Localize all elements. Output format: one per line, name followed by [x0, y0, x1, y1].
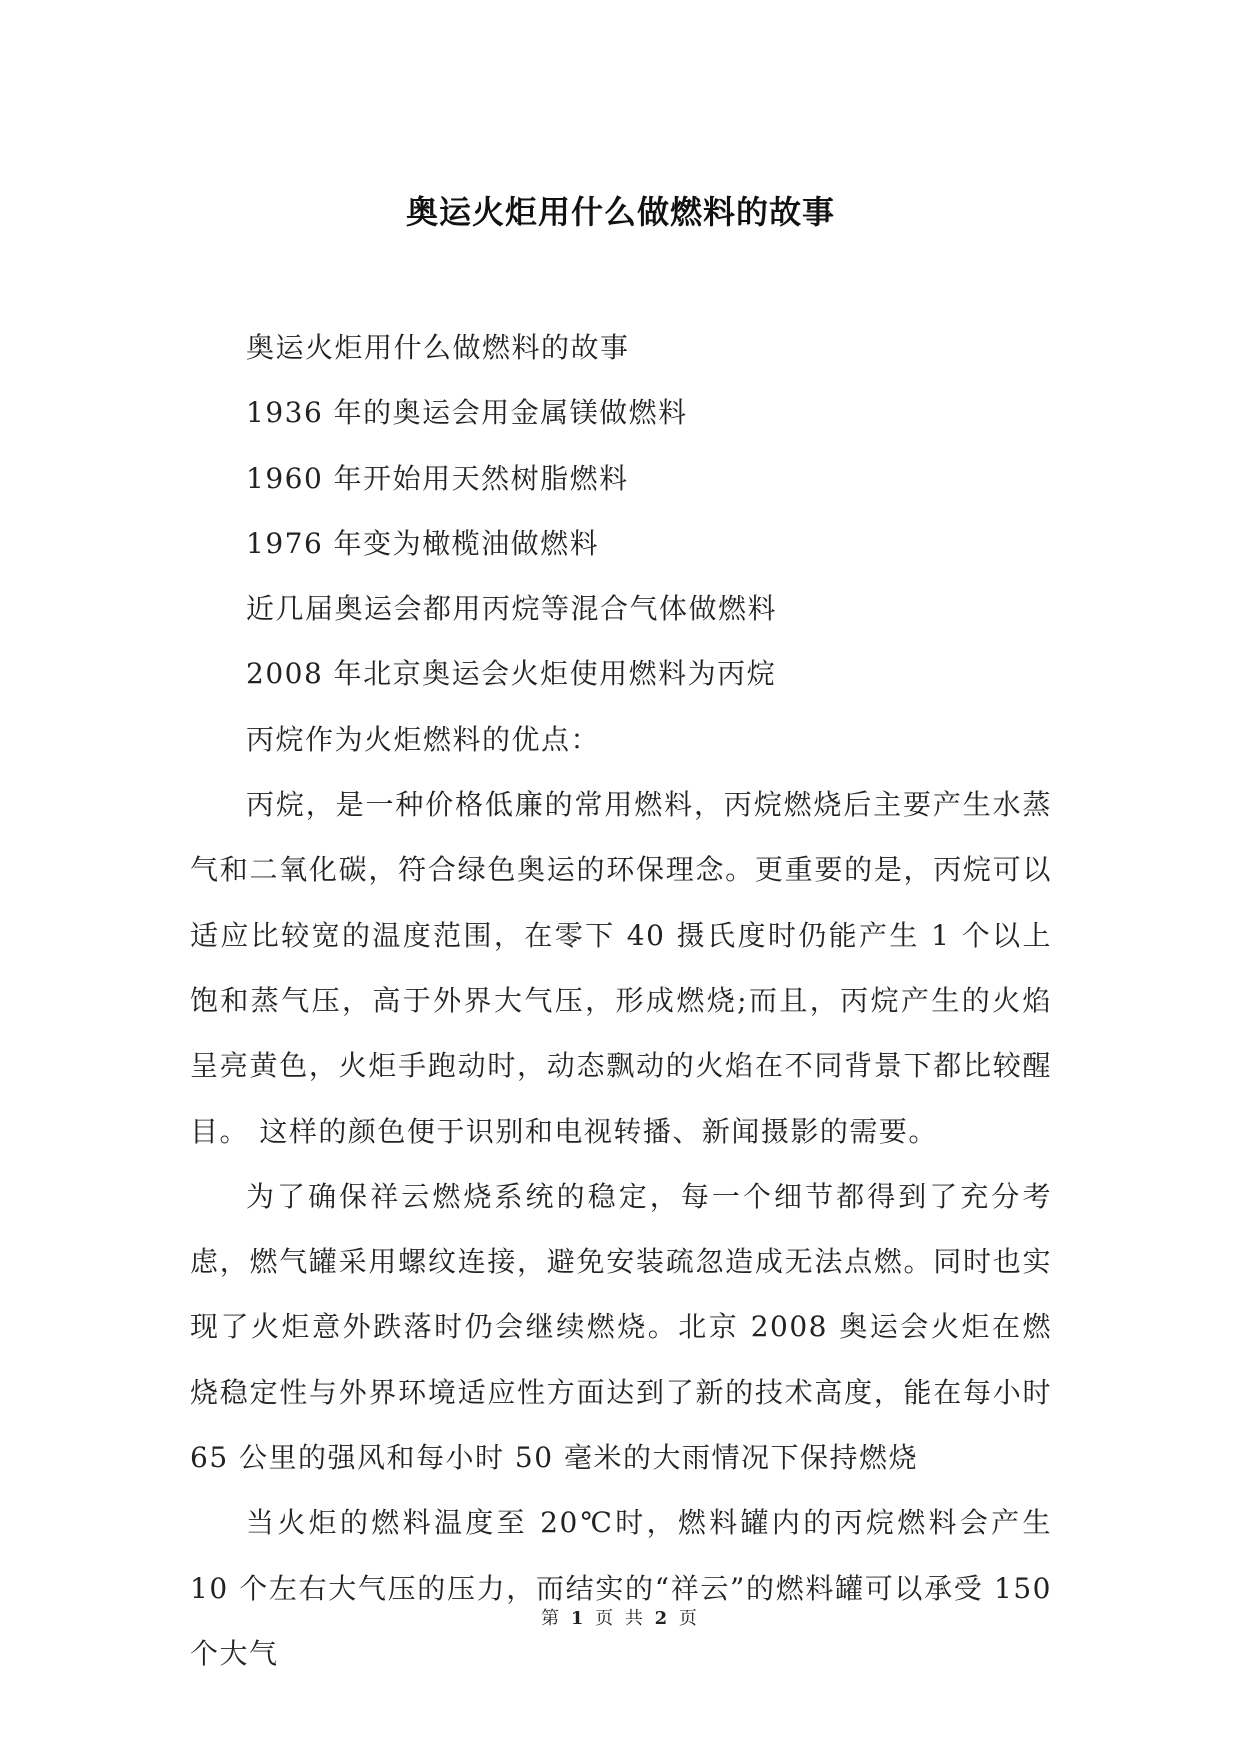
- paragraph: 1976 年变为橄榄油做燃料: [246, 526, 600, 560]
- paragraph: 为了确保祥云燃烧系统的稳定，每一个细节都得到了充分考虑，燃气罐采用螺纹连接，避免安装疏忽造成无法点燃。同时也实现了火炬意外跌落时仍会继续燃烧。北京 2008 奥运会火炬在燃烧稳定性与外界环境适应性方面达到了新的技术高度，能在每小时 65 公里的强风和每小时 50 毫米的大雨情况下保持燃烧: [190, 1179, 1052, 1475]
- page-footer: [0, 1607, 1241, 1631]
- paragraph: 近几届奥运会都用丙烷等混合气体做燃料: [246, 592, 778, 626]
- total-pages-number: 2: [654, 1608, 671, 1629]
- document-title: 奥运火炬用什么做燃料的故事: [405, 193, 835, 231]
- paragraph: 奥运火炬用什么做燃料的故事: [246, 331, 630, 364]
- current-page-number: 1: [570, 1608, 587, 1629]
- paragraph: 2008 年北京奥运会火炬使用燃料为丙烷: [246, 657, 777, 691]
- document-body: [190, 315, 1052, 1686]
- paragraph: 1960 年开始用天然树脂燃料: [246, 461, 629, 495]
- paragraph: 丙烷作为火炬燃料的优点：: [246, 722, 601, 756]
- paragraph: 丙烷，是一种价格低廉的常用燃料，丙烷燃烧后主要产生水蒸气和二氧化碳，符合绿色奥运的环保理念。更重要的是，丙烷可以适应比较宽的温度范围，在零下 40 摄氏度时仍能产生 1 个以上饱和蒸气压，高于外界大气压，形成燃烧;而且，丙烷产生的火焰呈亮黄色，火炬手跑动时，动态飘动的火焰在不同背景下都比较醒目。 这样的颜色便于识别和电视转播、新闻摄影的需要。: [190, 788, 1052, 1148]
- footer-prefix: 第: [541, 1608, 563, 1629]
- paragraph: 1936 年的奥运会用金属镁做燃料: [246, 396, 688, 430]
- paragraph: 当火炬的燃料温度至 20℃时，燃料罐内的丙烷燃料会产生 10 个左右大气压的压力，而结实的“祥云”的燃料罐可以承受 150 个大气: [190, 1506, 1052, 1670]
- footer-suffix: 页: [678, 1608, 700, 1629]
- footer-middle: 页 共: [595, 1608, 646, 1629]
